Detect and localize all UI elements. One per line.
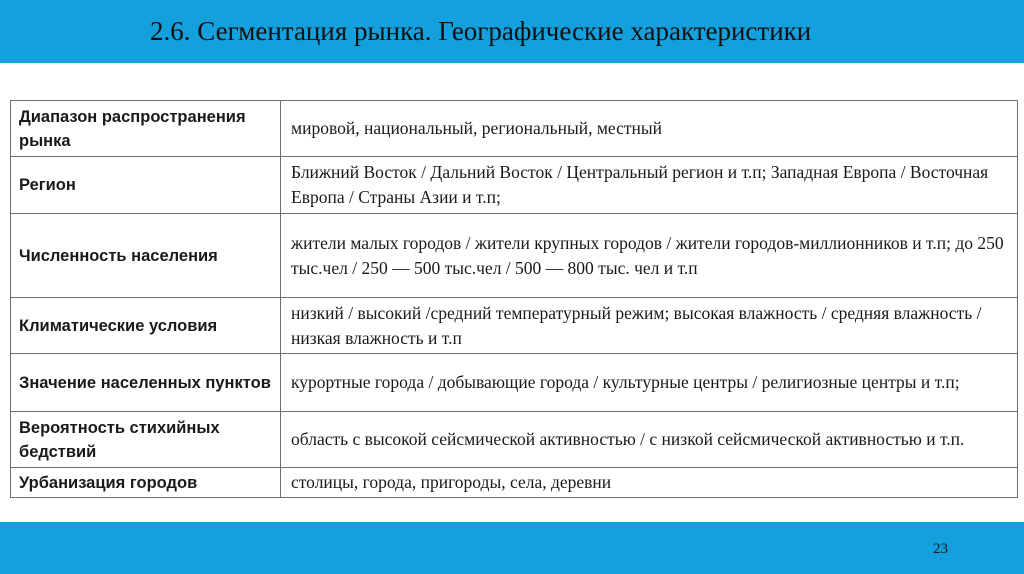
row-value: мировой, национальный, региональный, местный — [281, 101, 1018, 157]
row-label: Климатические условия — [11, 298, 281, 354]
row-value: область с высокой сейсмической активностью / с низкой сейсмической активностью и т.п. — [281, 412, 1018, 468]
row-value: жители малых городов / жители крупных городов / жители городов-миллионников и т.п; до 250 тыс.чел / 250 — 500 тыс.чел / 500 — 800 тыс. чел и т.п — [281, 214, 1018, 298]
table-row — [11, 468, 1018, 498]
table-row — [11, 354, 1018, 412]
page-number: 23 — [933, 541, 948, 557]
row-label: Урбанизация городов — [11, 468, 281, 498]
slide-title: 2.6. Сегментация рынка. Географические характеристики — [150, 16, 812, 46]
row-label: Регион — [11, 157, 281, 214]
row-value: столицы, города, пригороды, села, деревни — [281, 468, 1018, 498]
row-value: курортные города / добывающие города / культурные центры / религиозные центры и т.п; — [281, 354, 1018, 412]
table-row — [11, 157, 1018, 214]
segmentation-table — [10, 100, 1018, 498]
footer-band — [0, 522, 1024, 574]
table-row — [11, 298, 1018, 354]
row-value: низкий / высокий /средний температурный режим; высокая влажность / средняя влажность / низкая влажность и т.п — [281, 298, 1018, 354]
row-value: Ближний Восток / Дальний Восток / Центральный регион и т.п; Западная Европа / Восточная Европа / Страны Азии и т.п; — [281, 157, 1018, 214]
row-label: Численность населения — [11, 214, 281, 298]
table-row — [11, 101, 1018, 157]
table-row — [11, 214, 1018, 298]
table-row — [11, 412, 1018, 468]
header-band — [0, 0, 1024, 63]
row-label: Диапазон распространения рынка — [11, 101, 281, 157]
row-label: Значение населенных пунктов — [11, 354, 281, 412]
row-label: Вероятность стихийных бедствий — [11, 412, 281, 468]
